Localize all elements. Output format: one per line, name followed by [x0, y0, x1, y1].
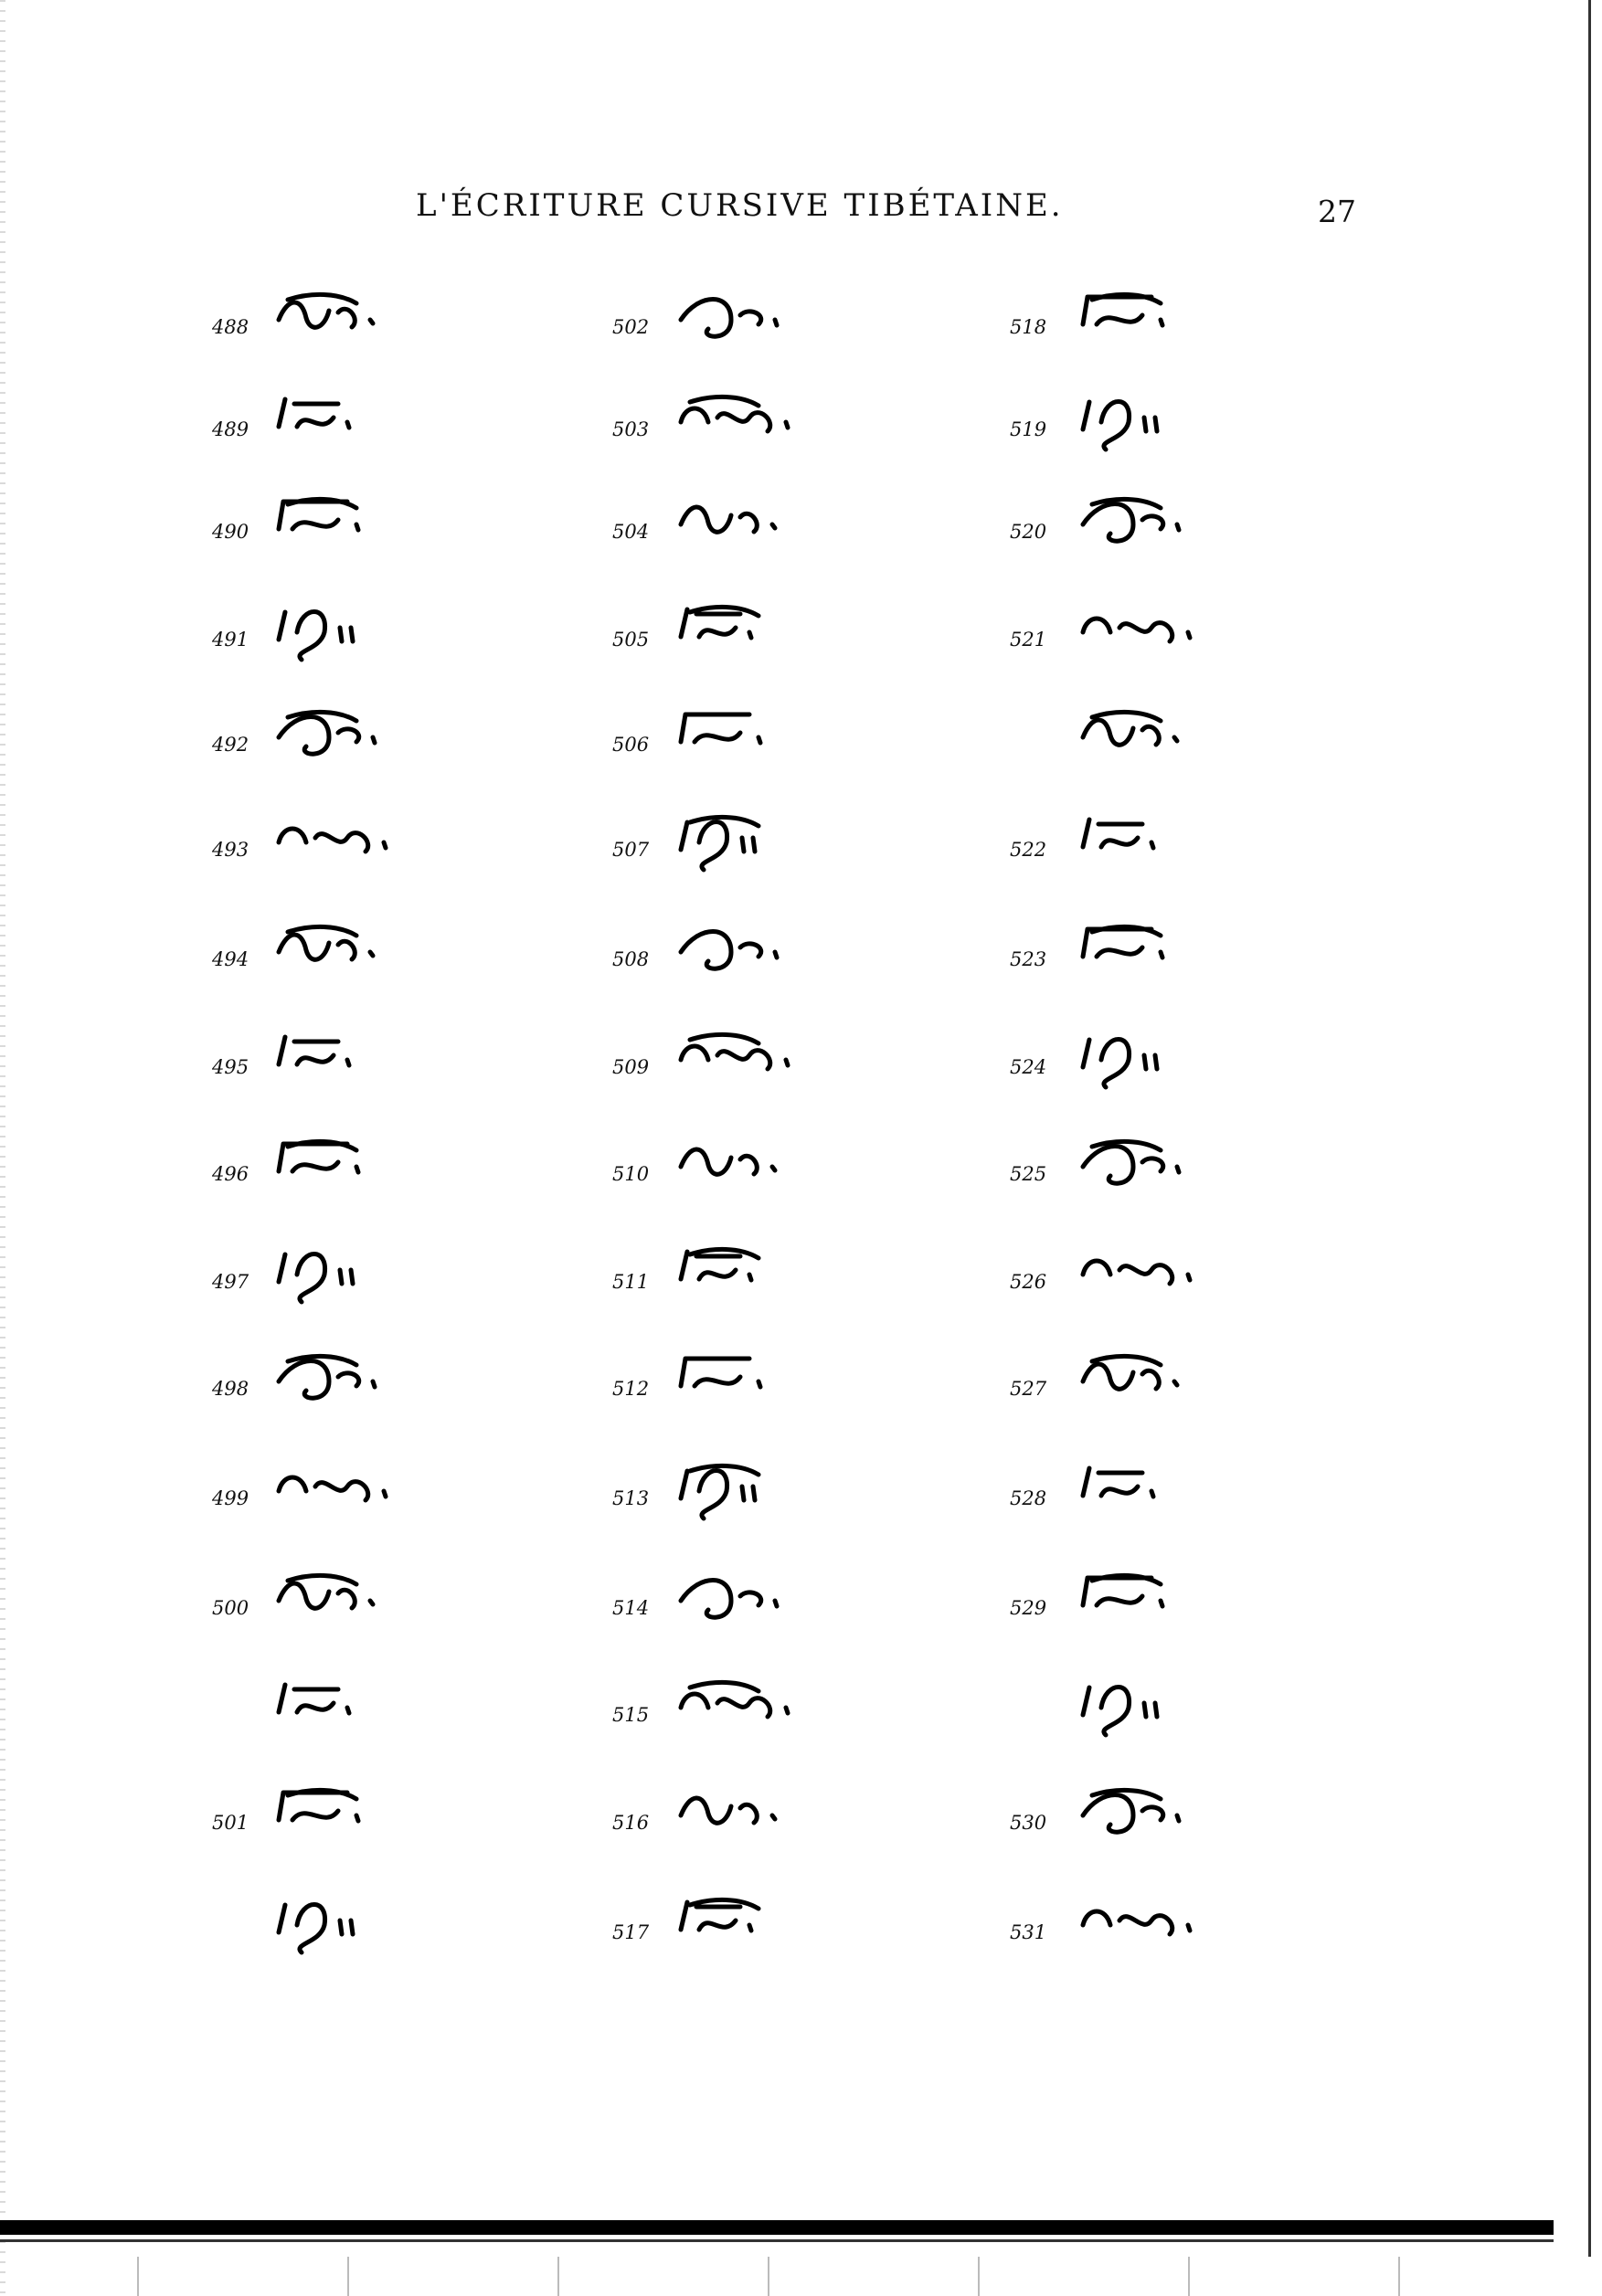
tibetan-cursive-word-glyph — [1078, 1139, 1243, 1203]
tibetan-cursive-word-glyph — [1078, 710, 1215, 774]
tibetan-cursive-word-glyph — [274, 1032, 439, 1096]
tibetan-cursive-word-glyph — [1078, 1788, 1243, 1852]
entry-number: 497 — [212, 1271, 249, 1293]
entry-number: 529 — [1010, 1597, 1047, 1619]
scan-bottom-bleed — [0, 2257, 1554, 2296]
tibetan-cursive-word-glyph — [274, 710, 439, 774]
tibetan-cursive-word-glyph — [1078, 605, 1270, 669]
tibetan-cursive-word-glyph — [274, 1680, 439, 1744]
tibetan-cursive-word-glyph — [676, 1354, 868, 1418]
entry-number: 491 — [212, 629, 249, 651]
entry-number: 525 — [1010, 1163, 1047, 1185]
entry-number: 515 — [612, 1704, 650, 1726]
entry-number: 523 — [1010, 948, 1047, 970]
tibetan-cursive-word-glyph — [1078, 497, 1243, 561]
scan-edge-right — [1588, 0, 1591, 2257]
tibetan-cursive-word-glyph — [274, 292, 411, 356]
entry-number: 513 — [612, 1487, 650, 1509]
tibetan-cursive-word-glyph — [1078, 1898, 1270, 1962]
tibetan-cursive-word-glyph — [274, 815, 466, 879]
entry-number: 500 — [212, 1597, 249, 1619]
scan-bottom-rule — [0, 2239, 1554, 2242]
tibetan-cursive-word-glyph — [1078, 395, 1215, 459]
tibetan-cursive-word-glyph — [274, 497, 466, 561]
entry-number: 488 — [212, 316, 249, 338]
tibetan-cursive-word-glyph — [1078, 1680, 1215, 1744]
tibetan-cursive-word-glyph — [1078, 1464, 1243, 1528]
entry-number: 490 — [212, 521, 249, 543]
entry-number: 531 — [1010, 1921, 1047, 1943]
tibetan-cursive-word-glyph — [676, 292, 841, 356]
tibetan-cursive-word-glyph — [676, 497, 813, 561]
tibetan-cursive-word-glyph — [1078, 292, 1270, 356]
tibetan-cursive-word-glyph — [274, 605, 411, 669]
tibetan-cursive-word-glyph — [1078, 1032, 1215, 1096]
entry-number: 530 — [1010, 1812, 1047, 1834]
tibetan-cursive-word-glyph — [676, 815, 813, 879]
tibetan-cursive-word-glyph — [274, 1354, 439, 1418]
entry-number: 521 — [1010, 629, 1047, 651]
entry-number: 520 — [1010, 521, 1047, 543]
entry-number: 494 — [212, 948, 249, 970]
entry-number: 518 — [1010, 316, 1047, 338]
entry-number: 495 — [212, 1056, 249, 1078]
tibetan-cursive-word-glyph — [274, 925, 411, 989]
tibetan-cursive-word-glyph — [676, 1032, 868, 1096]
entry-number: 507 — [612, 839, 650, 861]
tibetan-cursive-word-glyph — [1078, 815, 1243, 879]
entry-number: 516 — [612, 1812, 650, 1834]
page-number: 27 — [1318, 194, 1356, 229]
entry-number: 509 — [612, 1056, 650, 1078]
entry-number: 505 — [612, 629, 650, 651]
tibetan-cursive-word-glyph — [274, 1139, 466, 1203]
entry-number: 526 — [1010, 1271, 1047, 1293]
tibetan-cursive-word-glyph — [274, 1247, 411, 1311]
tibetan-cursive-word-glyph — [1078, 1354, 1215, 1418]
tibetan-cursive-word-glyph — [274, 1898, 411, 1962]
scan-bottom-bar — [0, 2220, 1554, 2235]
entry-number: 508 — [612, 948, 650, 970]
entry-number: 522 — [1010, 839, 1047, 861]
tibetan-cursive-word-glyph — [676, 1139, 813, 1203]
entry-number: 499 — [212, 1487, 249, 1509]
tibetan-cursive-word-glyph — [676, 1680, 868, 1744]
tibetan-cursive-word-glyph — [676, 710, 868, 774]
tibetan-cursive-word-glyph — [1078, 1247, 1270, 1311]
entry-number: 498 — [212, 1378, 249, 1400]
tibetan-cursive-word-glyph — [274, 1788, 466, 1852]
tibetan-cursive-word-glyph — [676, 395, 868, 459]
entry-number: 524 — [1010, 1056, 1047, 1078]
entry-number: 504 — [612, 521, 650, 543]
tibetan-cursive-word-glyph — [676, 605, 841, 669]
entry-number: 496 — [212, 1163, 249, 1185]
entry-number: 493 — [212, 839, 249, 861]
entry-number: 510 — [612, 1163, 650, 1185]
tibetan-cursive-word-glyph — [676, 925, 841, 989]
tibetan-cursive-word-glyph — [274, 1464, 466, 1528]
entry-number: 528 — [1010, 1487, 1047, 1509]
entry-number: 503 — [612, 418, 650, 440]
entry-number: 492 — [212, 734, 249, 756]
entry-number: 489 — [212, 418, 249, 440]
tibetan-cursive-word-glyph — [676, 1898, 841, 1962]
tibetan-cursive-word-glyph — [676, 1788, 813, 1852]
entry-number: 519 — [1010, 418, 1047, 440]
running-head-title: L'ÉCRITURE CURSIVE TIBÉTAINE. — [416, 187, 1064, 224]
entry-number: 517 — [612, 1921, 650, 1943]
scan-edge-left — [0, 0, 5, 2296]
tibetan-cursive-word-glyph — [676, 1464, 813, 1528]
entry-number: 502 — [612, 316, 650, 338]
entry-number: 514 — [612, 1597, 650, 1619]
entry-number: 501 — [212, 1812, 249, 1834]
tibetan-cursive-word-glyph — [274, 1573, 411, 1637]
entry-number: 512 — [612, 1378, 650, 1400]
tibetan-cursive-word-glyph — [274, 395, 439, 459]
entry-number: 511 — [612, 1271, 650, 1293]
entry-number: 527 — [1010, 1378, 1047, 1400]
tibetan-cursive-word-glyph — [1078, 1573, 1270, 1637]
tibetan-cursive-word-glyph — [676, 1247, 841, 1311]
tibetan-cursive-word-glyph — [1078, 925, 1270, 989]
tibetan-cursive-word-glyph — [676, 1573, 841, 1637]
entry-number: 506 — [612, 734, 650, 756]
